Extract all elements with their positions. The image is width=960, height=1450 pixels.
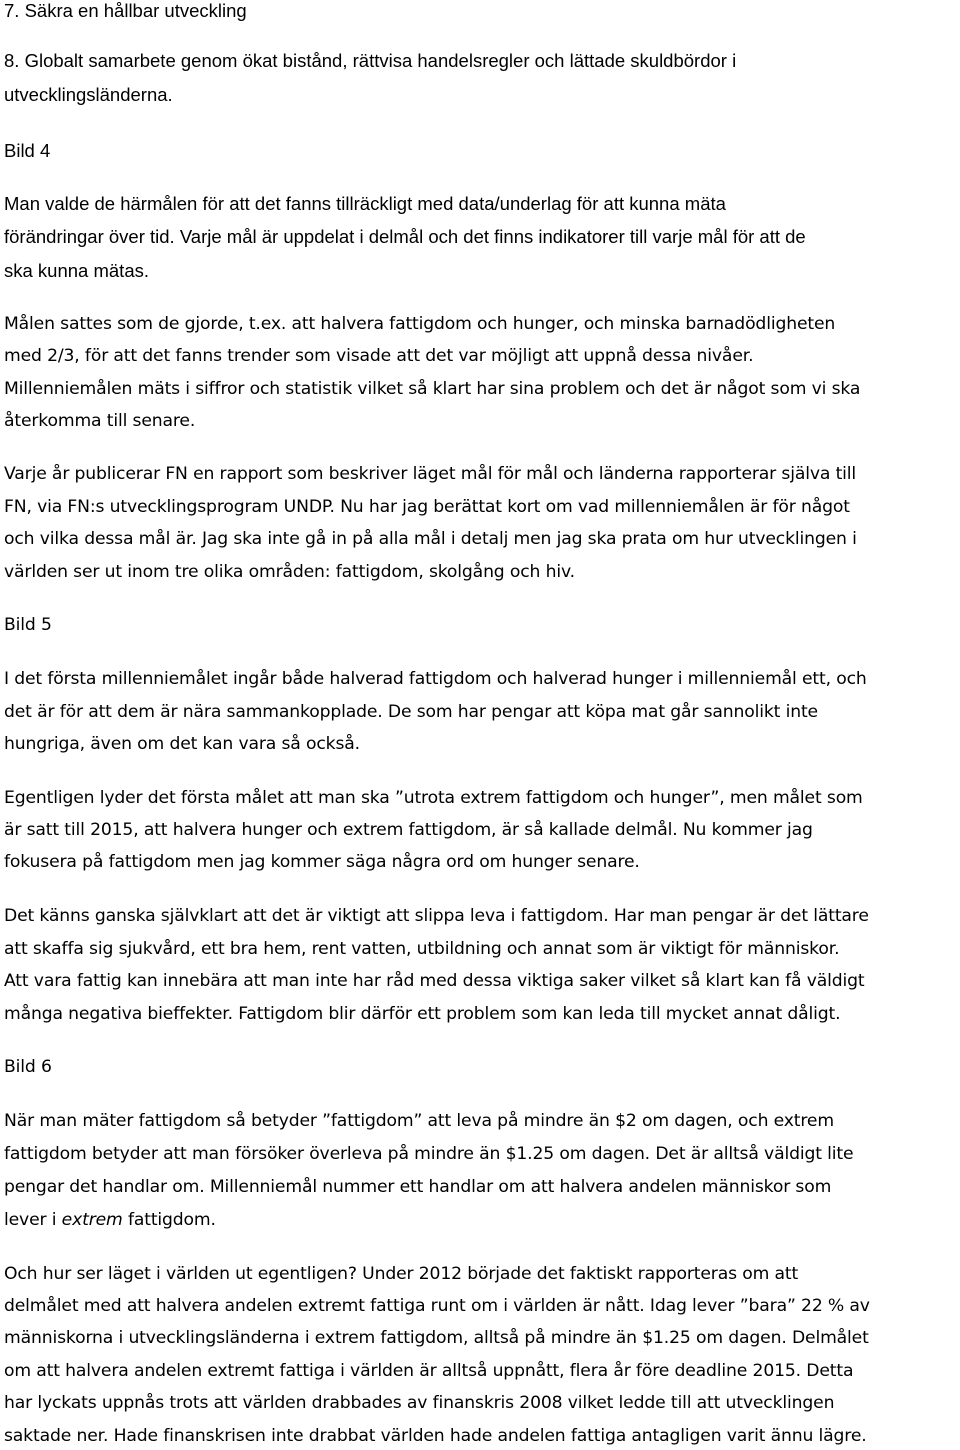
heading-bild-4: Bild 4 — [4, 140, 51, 161]
text-line: är satt till 2015, att halvera hunger och extrem fattigdom, är så kallade delmål. Nu kommer jag — [4, 820, 813, 840]
list-item-8-cont: utvecklingsländerna. — [4, 84, 173, 105]
text-line: människorna i utvecklingsländerna i extrem fattigdom, alltså på mindre än $1.25 om dagen. Delmålet — [4, 1328, 869, 1348]
text-line: har lyckats uppnås trots att världen drabbades av finanskris 2008 vilket ledde till att utvecklingen — [4, 1393, 835, 1413]
text-line — [4, 1207, 216, 1233]
text-line: Målen sattes som de gjorde, t.ex. att halvera fattigdom och hunger, och minska barnadödligheten — [4, 314, 836, 334]
text-line: delmålet med att halvera andelen extremt fattiga runt om i världen är nått. Idag lever ”bara” 22 % av — [4, 1296, 870, 1316]
text-line: När man mäter fattigdom så betyder ”fattigdom” att leva på mindre än $2 om dagen, och extrem — [4, 1111, 834, 1131]
text-line: om att halvera andelen extremt fattiga i världen är alltså uppnått, flera år före deadline 2015. Detta — [4, 1361, 854, 1381]
emphasis-text: extrem — [61, 1210, 123, 1230]
text-line: hungriga, även om det kan vara så också. — [4, 734, 360, 754]
text-line: saktade ner. Hade finanskrisen inte drabbat världen hade andelen fattiga antagligen varit ännu lägre. — [4, 1426, 867, 1446]
text-line: fattigdom betyder att man försöker överleva på mindre än $1.25 om dagen. Det är alltså väldigt lite — [4, 1144, 854, 1164]
text-line: fokusera på fattigdom men jag kommer säga några ord om hunger senare. — [4, 852, 640, 872]
text-line: Det känns ganska självklart att det är viktigt att slippa leva i fattigdom. Har man pengar är det lättare — [4, 906, 869, 926]
text-line: ska kunna mätas. — [4, 260, 149, 281]
text-run: lever i — [4, 1210, 62, 1230]
text-line: återkomma till senare. — [4, 411, 196, 431]
text-line: I det första millenniemålet ingår både halverad fattigdom och halverad hunger i millenniemål ett, och — [4, 669, 867, 689]
heading-bild-5: Bild 5 — [4, 615, 52, 635]
text-line: Att vara fattig kan innebära att man inte har råd med dessa viktiga saker vilket så klart kan få väldigt — [4, 971, 865, 991]
text-line: pengar det handlar om. Millenniemål nummer ett handlar om att halvera andelen människor som — [4, 1177, 832, 1197]
text-line: med 2/3, för att det fanns trender som visade att det var möjligt att uppnå dessa nivåer. — [4, 346, 754, 366]
list-item-8: 8. Globalt samarbete genom ökat bistånd, rättvisa handelsregler och lättade skuldbördor i — [4, 50, 737, 71]
text-line: och vilka dessa mål är. Jag ska inte gå in på alla mål i detalj men jag ska prata om hur utvecklingen i — [4, 529, 857, 549]
text-line: Man valde de härmålen för att det fanns tillräckligt med data/underlag för att kunna mäta — [4, 193, 726, 214]
text-line: FN, via FN:s utvecklingsprogram UNDP. Nu har jag berättat kort om vad millenniemålen är för något — [4, 497, 850, 517]
heading-bild-6: Bild 6 — [4, 1057, 52, 1077]
list-item-7: 7. Säkra en hållbar utveckling — [4, 0, 247, 21]
text-line: att skaffa sig sjukvård, ett bra hem, rent vatten, utbildning och annat som är viktigt för människor. — [4, 939, 840, 959]
text-line: många negativa bieffekter. Fattigdom blir därför ett problem som kan leda till mycket annat dåligt. — [4, 1004, 841, 1024]
text-line: Egentligen lyder det första målet att man ska ”utrota extrem fattigdom och hunger”, men målet som — [4, 788, 863, 808]
text-line: Och hur ser läget i världen ut egentligen? Under 2012 började det faktiskt rapporteras om att — [4, 1264, 799, 1284]
text-run: fattigdom. — [122, 1210, 216, 1230]
text-line: världen ser ut inom tre olika områden: fattigdom, skolgång och hiv. — [4, 562, 575, 582]
text-line: det är för att dem är nära sammankopplade. De som har pengar att köpa mat går sannolikt inte — [4, 702, 818, 722]
text-line: förändringar över tid. Varje mål är uppdelat i delmål och det finns indikatorer till varje mål för att de — [4, 226, 806, 247]
text-line: Millenniemålen mäts i siffror och statistik vilket så klart har sina problem och det är något som vi ska — [4, 379, 861, 399]
text-line: Varje år publicerar FN en rapport som beskriver läget mål för mål och länderna rapporterar själva till — [4, 464, 857, 484]
